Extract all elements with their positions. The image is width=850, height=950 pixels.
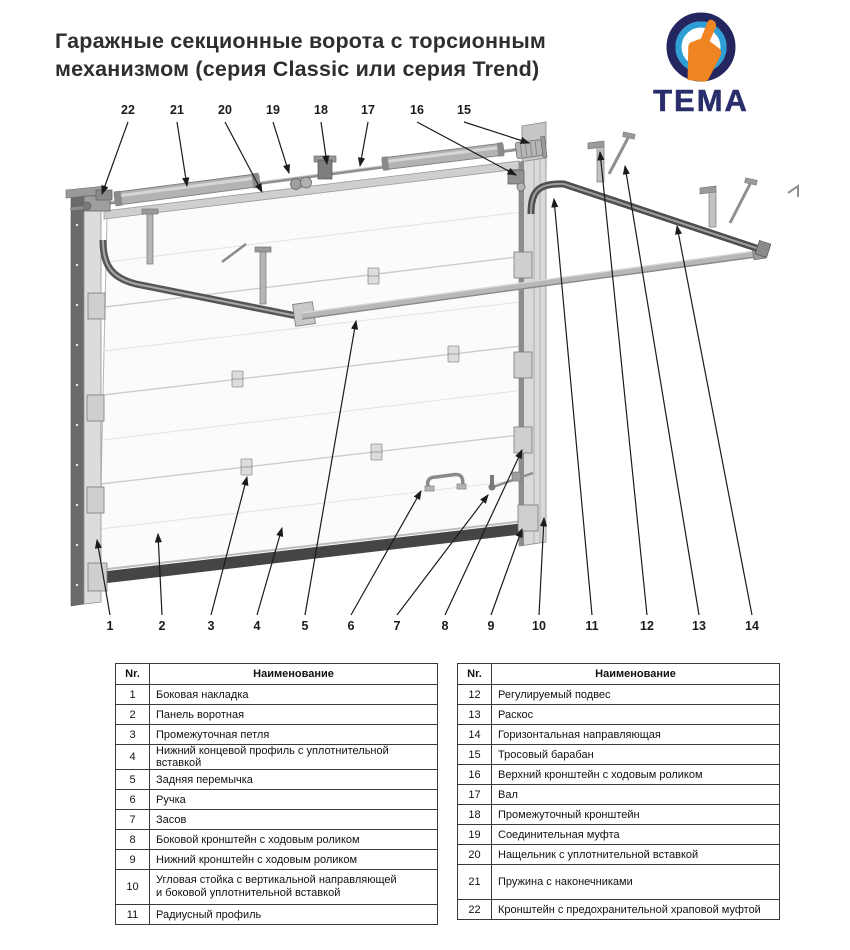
page-title-line2: механизмом (серия Classic или серия Trend)	[55, 57, 540, 81]
callout-22: 22	[121, 103, 135, 117]
table-header-row	[458, 664, 780, 685]
callout-16: 16	[410, 103, 424, 117]
table-row: 17 Вал	[458, 785, 780, 805]
table-row: 5 Задняя перемычка	[116, 770, 438, 790]
table-row: 10 Угловая стойка с вертикальной направляющей и боковой уплотнительной вставкой	[116, 870, 438, 905]
tema-logo-text: TEMA	[653, 83, 749, 118]
col-header-nr: Nr.	[458, 664, 492, 685]
table-row: 8 Боковой кронштейн с ходовым роликом	[116, 830, 438, 850]
table-row: 22 Кронштейн с предохранительной храповой муфтой	[458, 900, 780, 920]
col-header-name: Наименование	[492, 664, 780, 685]
callout-7: 7	[393, 619, 401, 633]
parts-table-right	[457, 663, 780, 920]
table-row: 18 Промежуточный кронштейн	[458, 805, 780, 825]
parts-table-left	[115, 663, 438, 925]
page-title	[55, 27, 630, 83]
callout-1: 1	[106, 619, 114, 633]
ceiling-hanger-2	[700, 186, 716, 227]
diagonal-brace-2	[730, 184, 750, 223]
ceiling-hanger-1	[588, 141, 604, 182]
callout-19: 19	[266, 103, 280, 117]
table-header-row	[116, 664, 438, 685]
horizontal-track-right	[531, 132, 798, 258]
callout-3: 3	[207, 619, 215, 633]
table-row: 21 Пружина с наконечниками	[458, 865, 780, 900]
table-row: 13 Раскос	[458, 705, 780, 725]
table-row: 16 Верхний кронштейн с ходовым роликом	[458, 765, 780, 785]
table-row: 20 Нащельник с уплотнительной вставкой	[458, 845, 780, 865]
callout-13: 13	[692, 619, 706, 633]
table-row: 2 Панель воротная	[116, 705, 438, 725]
callout-11: 11	[585, 619, 599, 633]
table-row: 6 Ручка	[116, 790, 438, 810]
callout-4: 4	[253, 619, 261, 633]
table-row: 11 Радиусный профиль	[116, 905, 438, 925]
table-row: 1 Боковая накладка	[116, 685, 438, 705]
callout-6: 6	[347, 619, 355, 633]
callout-18: 18	[314, 103, 328, 117]
callout-14: 14	[745, 619, 759, 633]
callout-15: 15	[457, 103, 471, 117]
callout-21: 21	[170, 103, 184, 117]
table-row: 4 Нижний концевой профиль с уплотнительной вставкой	[116, 745, 438, 770]
tema-logo-emblem	[642, 10, 760, 84]
page-title-line1: Гаражные секционные ворота с торсионным	[55, 29, 547, 53]
callout-10: 10	[532, 619, 546, 633]
callout-5: 5	[301, 619, 309, 633]
table-row: 12 Регулируемый подвес	[458, 685, 780, 705]
callout-9: 9	[487, 619, 495, 633]
callout-12: 12	[640, 619, 654, 633]
callout-17: 17	[361, 103, 375, 117]
garage-door-diagram	[0, 95, 850, 655]
table-row: 7 Засов	[116, 810, 438, 830]
table-row: 9 Нижний кронштейн с ходовым роликом	[116, 850, 438, 870]
callout-20: 20	[218, 103, 232, 117]
col-header-name: Наименование	[150, 664, 438, 685]
callout-2: 2	[158, 619, 166, 633]
callout-8: 8	[441, 619, 449, 633]
col-header-nr: Nr.	[116, 664, 150, 685]
table-row: 14 Горизонтальная направляющая	[458, 725, 780, 745]
table-row: 15 Тросовый барабан	[458, 745, 780, 765]
table-row: 19 Соединительная муфта	[458, 825, 780, 845]
table-row: 3 Промежуточная петля	[116, 725, 438, 745]
